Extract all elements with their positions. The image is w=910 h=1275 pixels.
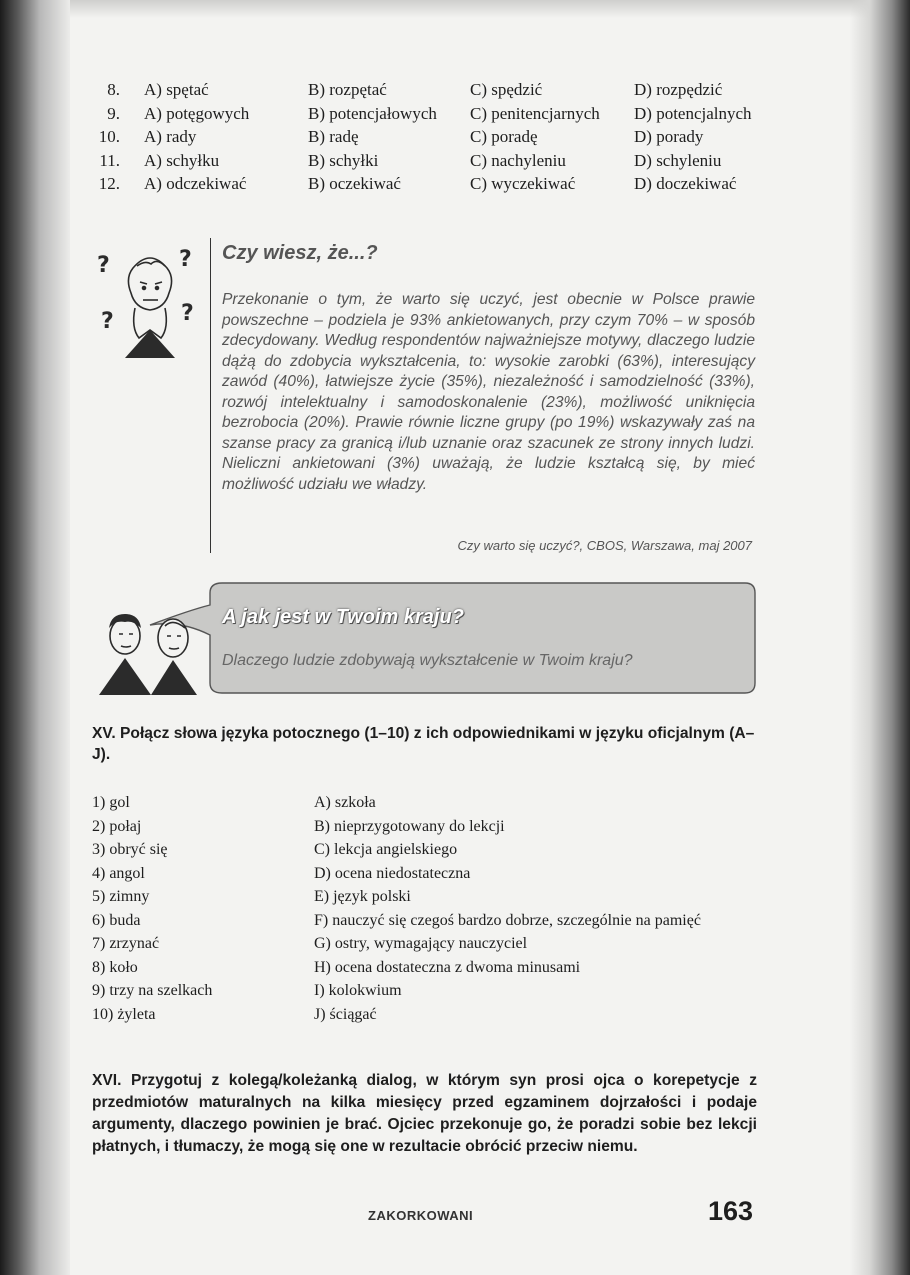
colloquial-word: 10) żyleta bbox=[92, 1005, 156, 1023]
official-meaning: I) kolokwium bbox=[314, 982, 402, 999]
official-meaning: C) lekcja angielskiego bbox=[314, 841, 458, 858]
page-number: 163 bbox=[708, 1196, 754, 1226]
did-you-know-text: Przekonanie o tym, że warto się uczyć, jest obecnie w Polsce prawie powszechne – podziela je 93% ankietowanych, przy czym 70% – w sposób zdecydowany. Według respondentów najważniejsze motywy, dlaczego ludzie dążą do zdobycia wykształcenia, to: wysokie zarobki (63%), interesujący zawód (40%), łatwiejsze życie (35%), niezależność i samodzielność (33%), rozwój intelektualny i samodoskonalenie (23%), możliwość uniknięcia bezrobocia (20%). Prawie równie liczne grupy (po 19%) wskazywały zaś na szanse pracy za granicą i/lub uznanie oraz szacunek ze strony innych ludzi. Nieliczni ankietowani (3%) uważają, że ludzie kształcą się, by mieć możliwość udziału we władzy. bbox=[222, 291, 755, 493]
exercise-16-instruction: XVI. Przygotuj z kolegą/koleżanką dialog, w którym syn prosi ojca o korepetycje z przedmiotów maturalnych na kilka miesięcy przed egzaminem dojrzałości i podaje argumenty, dlaczego powinien je brać. Ojciec przekonuje go, że poradzi sobie bez lekcji płatnych, i tłumaczy, że mogą się one w rezultacie obrócić przeciw niemu. bbox=[92, 1072, 757, 1155]
choice-option-a: A) spętać bbox=[144, 80, 209, 99]
choice-number: 11. bbox=[99, 150, 120, 170]
bubble-title: A jak jest w Twoim kraju? bbox=[222, 606, 464, 628]
choice-option-d: D) rozpędzić bbox=[634, 80, 723, 99]
choice-option-b: B) potencjałowych bbox=[308, 103, 437, 123]
colloquial-word: 3) obryć się bbox=[92, 841, 168, 858]
choice-option-d: D) porady bbox=[634, 127, 704, 146]
svg-text:?: ? bbox=[101, 309, 114, 334]
choice-option-c: C) wyczekiwać bbox=[470, 174, 576, 193]
colloquial-word: 2) połaj bbox=[92, 817, 142, 835]
choice-option-a: A) rady bbox=[144, 127, 197, 146]
choice-number: 12. bbox=[98, 174, 120, 193]
did-you-know-title: Czy wiesz, że...? bbox=[222, 242, 378, 264]
choice-option-a: A) odczekiwać bbox=[144, 174, 247, 193]
choice-option-a: A) schyłku bbox=[144, 150, 220, 170]
scan-shadow-top bbox=[0, 0, 910, 18]
official-meaning: D) ocena niedostateczna bbox=[314, 864, 471, 882]
colloquial-word: 7) zrzynać bbox=[92, 935, 160, 952]
choice-option-b: B) oczekiwać bbox=[308, 174, 401, 193]
bubble-question: Dlaczego ludzie zdobywają wykształcenie w Twoim kraju? bbox=[222, 652, 633, 669]
svg-text:?: ? bbox=[97, 253, 110, 278]
choice-option-a: A) potęgowych bbox=[144, 103, 250, 123]
official-meaning: J) ściągać bbox=[314, 1005, 377, 1023]
choice-option-d: D) potencjalnych bbox=[634, 103, 752, 123]
scan-shadow-left bbox=[0, 0, 70, 1275]
choice-option-d: D) doczekiwać bbox=[634, 174, 737, 193]
speech-bubble bbox=[140, 565, 760, 700]
official-meaning: G) ostry, wymagający nauczyciel bbox=[314, 935, 528, 952]
colloquial-word: 6) buda bbox=[92, 911, 141, 929]
official-meaning: H) ocena dostateczna z dwoma minusami bbox=[314, 958, 581, 976]
colloquial-word: 1) gol bbox=[92, 794, 130, 811]
colloquial-word: 9) trzy na szelkach bbox=[92, 982, 213, 999]
did-you-know-source: Czy warto się uczyć?, CBOS, Warszawa, maj 2007 bbox=[457, 538, 752, 553]
colloquial-word: 8) koło bbox=[92, 958, 138, 976]
exercise-15-instruction: XV. Połącz słowa języka potocznego (1–10) z ich odpowiednikami w języku oficjalnym (A–J). bbox=[92, 725, 755, 763]
choice-option-b: B) schyłki bbox=[308, 150, 379, 170]
choice-option-c: C) penitencjarnych bbox=[470, 103, 600, 123]
choice-number: 8. bbox=[107, 80, 120, 99]
did-you-know-divider bbox=[210, 238, 211, 553]
colloquial-word: 5) zimny bbox=[92, 888, 150, 905]
choice-number: 9. bbox=[107, 103, 120, 123]
choice-option-c: C) poradę bbox=[470, 127, 538, 146]
footer-chapter-name: ZAKORKOWANI bbox=[368, 1208, 474, 1223]
official-meaning: E) język polski bbox=[314, 888, 411, 905]
choice-option-c: C) spędzić bbox=[470, 80, 543, 99]
svg-text:?: ? bbox=[179, 247, 192, 272]
scan-shadow-right bbox=[850, 0, 910, 1275]
official-meaning: A) szkoła bbox=[314, 794, 376, 811]
official-meaning: F) nauczyć się czegoś bardzo dobrze, szczególnie na pamięć bbox=[314, 911, 701, 929]
svg-text:?: ? bbox=[181, 301, 194, 326]
choice-option-c: C) nachyleniu bbox=[470, 150, 566, 170]
choice-option-b: B) rozpętać bbox=[308, 80, 387, 99]
choice-option-b: B) radę bbox=[308, 127, 359, 146]
thinking-person-illustration bbox=[95, 238, 205, 358]
choice-option-d: D) schyleniu bbox=[634, 150, 722, 170]
official-meaning: B) nieprzygotowany do lekcji bbox=[314, 817, 505, 835]
two-people-illustration bbox=[95, 600, 205, 695]
colloquial-word: 4) angol bbox=[92, 864, 145, 882]
choice-number: 10. bbox=[98, 127, 120, 146]
